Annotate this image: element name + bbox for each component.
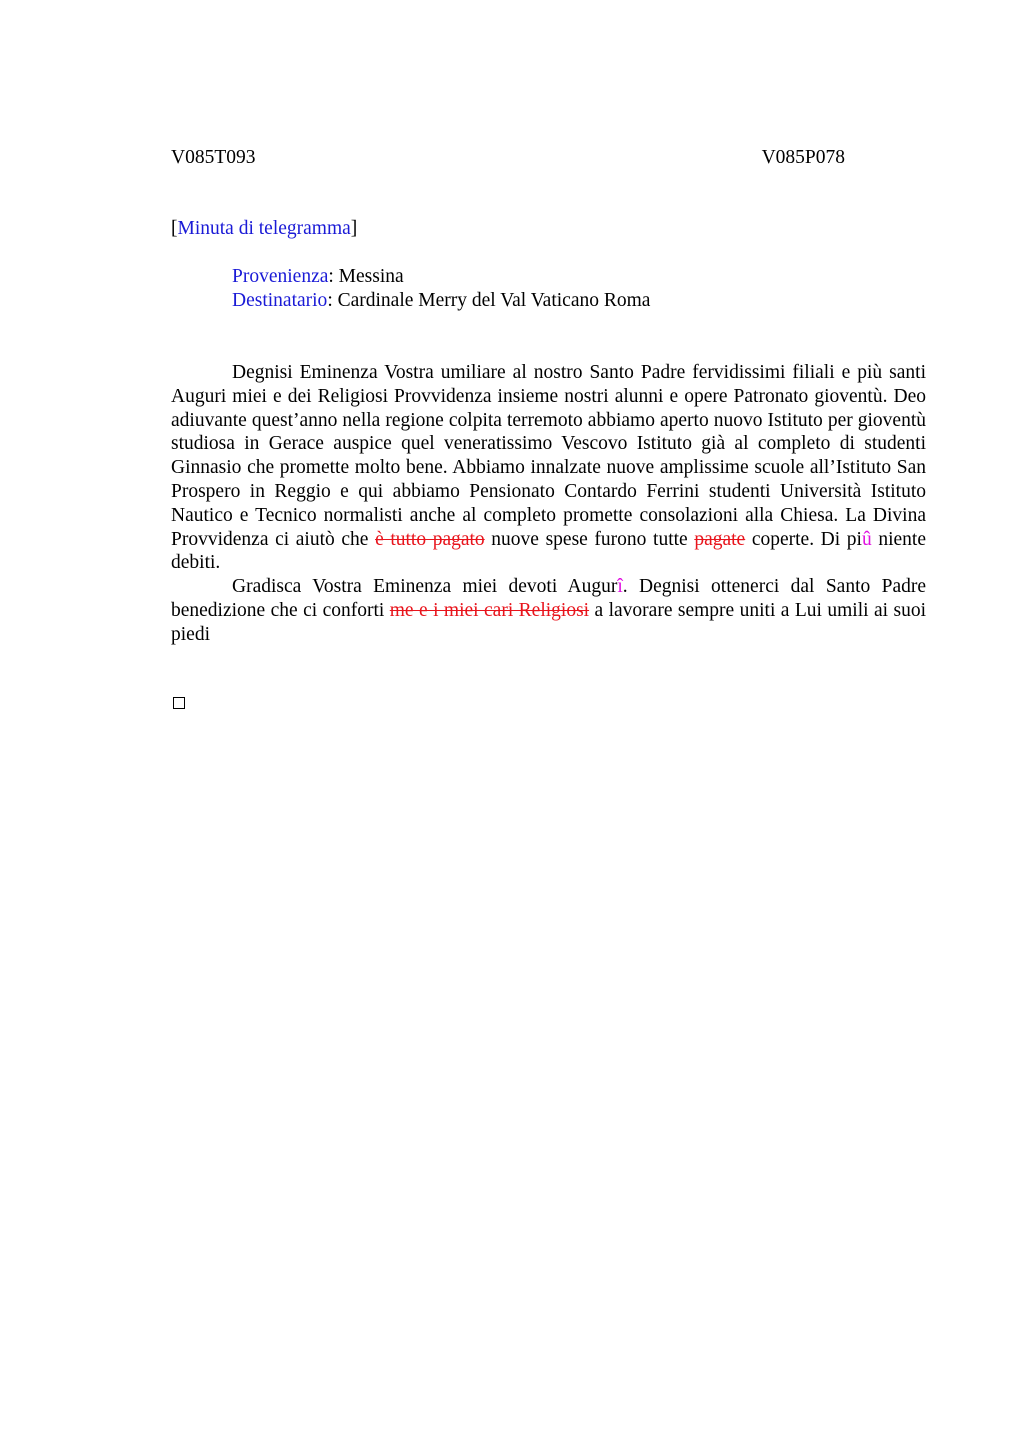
square-outline-icon bbox=[173, 697, 185, 709]
recipient-row bbox=[232, 289, 650, 313]
p1-text-a: Degnisi Eminenza Vostra umiliare al nostro Santo Padre fervidissimi filiali e più santi Auguri miei e dei Religiosi Provvidenza insieme nostri alunni e opere Patronato gioventù. Deo adiuvante quest’anno nella regione colpita terremoto abbiamo aperto nuovo Istituto per gioventù studiosa in Gerace auspice quel veneratissimo Vescovo Istituto già al completo di studenti Ginnasio che promette molto bene. Abbiamo innalzate nuove amplissime scuole all’Istituto San Prospero in Reggio e qui abbiamo Pensionato Contardo Ferrini studenti Università Istituto Nautico e Tecnico normalisti anche al completo promette consolazioni alla Chiesa. La Divina Provvidenza ci aiutò che bbox=[171, 362, 926, 550]
uncertain-char-1: û bbox=[861, 528, 872, 550]
recipient-label: Destinatario bbox=[232, 290, 328, 311]
telegram-body bbox=[171, 361, 926, 647]
deleted-text-1: è tutto pagato bbox=[375, 528, 485, 550]
document-page bbox=[171, 0, 926, 1450]
bracket-open: [ bbox=[171, 218, 178, 239]
bracket-close: ] bbox=[350, 218, 358, 239]
document-type-label: Minuta di telegramma bbox=[177, 218, 351, 239]
p1-text-c: coperte. Di pi bbox=[745, 528, 862, 550]
paragraph-2 bbox=[171, 575, 926, 646]
deleted-text-2: pagate bbox=[694, 528, 746, 550]
p1-text-b: nuove spese furono tutte bbox=[484, 528, 695, 550]
recipient-value: : Cardinale Merry del Val Vaticano Roma bbox=[327, 290, 651, 311]
uncertain-char-2: î bbox=[617, 576, 623, 598]
provenance-row bbox=[232, 265, 650, 289]
paragraph-1 bbox=[171, 361, 926, 575]
provenance-label: Provenienza bbox=[232, 266, 329, 287]
provenance-value: : Messina bbox=[328, 266, 404, 287]
deleted-text-3: me e i miei cari Religiosi bbox=[389, 599, 590, 621]
p1-text-d: niente debiti. bbox=[171, 528, 926, 574]
code-right: V085P078 bbox=[761, 147, 845, 168]
document-codes bbox=[171, 146, 845, 172]
document-metadata bbox=[232, 265, 650, 313]
p2-text-b: . Degnisi ottenerci dal Santo Padre benedizione che ci conforti bbox=[171, 576, 926, 621]
document-type bbox=[171, 217, 357, 241]
p2-text-a: Gradisca Vostra Eminenza miei devoti Augur bbox=[232, 576, 618, 598]
p2-text-c: a lavorare sempre uniti a Lui umili ai suoi piedi bbox=[171, 599, 926, 645]
code-left: V085T093 bbox=[171, 147, 256, 168]
